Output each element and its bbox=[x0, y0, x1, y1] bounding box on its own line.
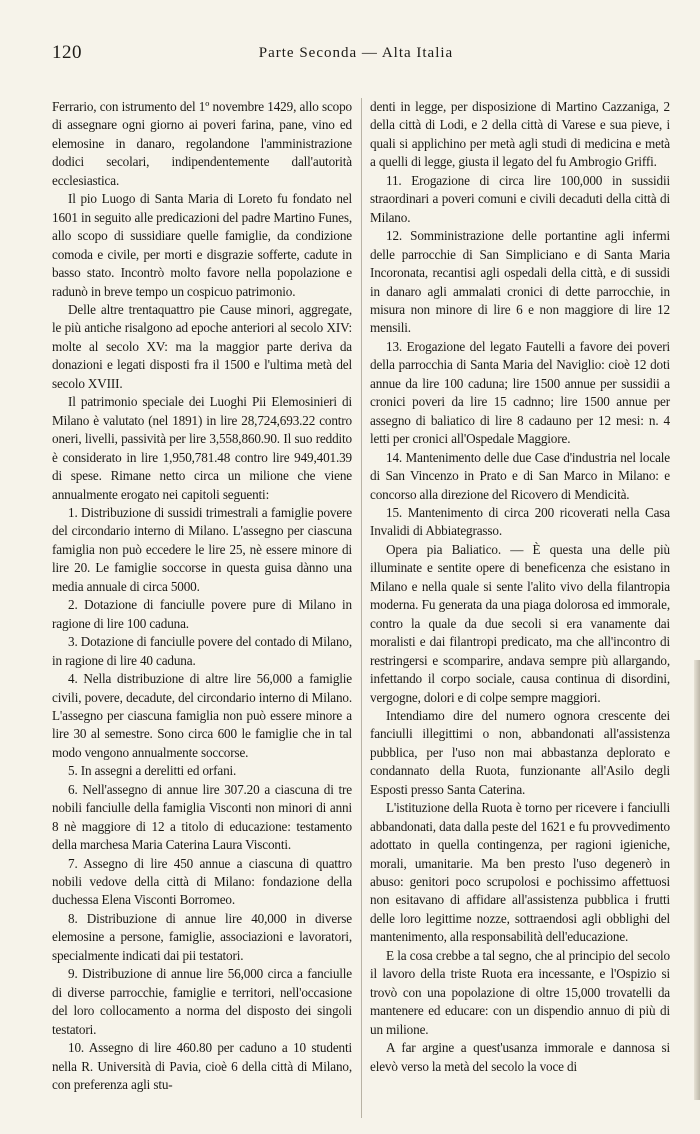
paragraph: 13. Erogazione del legato Fautelli a favore dei poveri della parrocchia di Santa Maria del Naviglio: cioè 12 doti annue da lire 100 caduna; lire 1500 annue per sussidii a cronici poveri da lire 15 cadnno; lire 1500 annue per assegno di baliatico di lire 8 cadauno per 12 mesi: n. 4 letti per cronici all'Ospedale Maggiore. bbox=[370, 338, 670, 447]
page-number: 120 bbox=[52, 42, 82, 63]
paragraph: 3. Dotazione di fanciulle povere del contado di Milano, in ragione di lire 40 caduna. bbox=[52, 634, 352, 668]
paragraph: Delle altre trentaquattro pie Cause minori, aggregate, le più antiche risalgono ad epoche anteriori al secolo XIV: molte al secolo XV: ma la maggior parte deriva da donazioni e legati disposti fra il 1500 e l'ultima metà del secolo XVIII. bbox=[52, 301, 352, 391]
column-divider bbox=[361, 98, 362, 1118]
paragraph: 15. Mantenimento di circa 200 ricoverati nella Casa Invalidi di Abbiategrasso. bbox=[370, 504, 670, 539]
paragraph: 10. Assegno di lire 460.80 per caduno a 10 studenti nella R. Università di Pavia, cioè 6 della città di Milano, con preferenza agli stu- bbox=[52, 1040, 352, 1093]
paragraph: Il patrimonio speciale dei Luoghi Pii Elemosinieri di Milano è valutato (nel 1891) in lire 28,724,693.22 contro oneri, livelli, passività per lire 3,558,860.90. Il suo reddito è considerato in lire 1,950,781.48 contro lire 949,401.39 di spese. Rimane netto circa un milione che viene annualmente erogato nei capitoli seguenti: bbox=[52, 394, 352, 502]
running-head: Parte Seconda — Alta Italia bbox=[258, 45, 454, 61]
paragraph: 4. Nella distribuzione di altre lire 56,000 a famiglie civili, povere, decadute, del circondario interno di Milano. L'assegno per ciascuna famiglia non può essere minore a lire 30 al semestre. Sono circa 600 le famiglie che in tal modo vengono annualmente soccorse. bbox=[52, 671, 352, 760]
paragraph: Opera pia Baliatico. — È questa una delle più illuminate e sentite opere di beneficenza che esistano in Milano e nella quale si sente l'alito vivo della filantropia moderna. Fu generata da una piaga dolorosa ed immorale, contro la quale da due secoli si era vanamente dai moralisti e dai filantropi predicato, ma che all'incontro di restringersi e scomparire, andava sempre più allargando, infettando il corpo sociale, causa continua di disordini, vergogne, dolori e di colpe sempre maggiori. bbox=[370, 541, 670, 705]
paragraph: 7. Assegno di lire 450 annue a ciascuna di quattro nobili vedove della città di Milano: fondazione della duchessa Elena Visconti Borromeo. bbox=[52, 855, 352, 908]
paragraph: L'istituzione della Ruota è torno per ricevere i fanciulli abbandonati, data dalla peste del 1621 e fu provvedimento adottato in quella contingenza, per ragioni igieniche, morali, umanitarie. Ma ben presto l'uso degenerò in abuso: genitori poco scrupolosi e pochissimo affettuosi non esitavano di affidare all'assistenza pubblica i frutti delle loro legittime nozze, sottraendosi agli obblighi del mantenimento, alla responsabilità dell'educazione. bbox=[370, 800, 670, 945]
paragraph: denti in legge, per disposizione di Martino Cazzaniga, 2 della città di Lodi, e 2 della città di Varese e sua pieve, i quali si applichino per metà agli studi di medicina e metà a quelli di legge, giusta il legato del fu Ambrogio Griffi. bbox=[370, 99, 670, 170]
paragraph: 8. Distribuzione di annue lire 40,000 in diverse elemosine a persone, famiglie, associazioni e lavoratori, specialmente indicati dai pii testatori. bbox=[52, 910, 352, 963]
paragraph: Ferrario, con istrumento del 1º novembre 1429, allo scopo di assegnare ogni giorno ai poveri farina, pane, vino ed elemosine in danaro, regolandone l'amministrazione dodici secolari, indipendentemente dall'autorità ecclesiastica. bbox=[52, 99, 352, 188]
page-edge-shadow bbox=[694, 660, 700, 1100]
paragraph: A far argine a quest'usanza immorale e dannosa si elevò verso la metà del secolo la voce di bbox=[370, 1040, 670, 1074]
paragraph: 1. Distribuzione di sussidi trimestrali a famiglie povere del circondario interno di Milano. L'assegno per ciascuna famiglia non può eccedere le lire 25, nè essere minore di lire 20. Le famiglie soccorse in questa guisa dànno una media annuale di circa 5000. bbox=[52, 504, 352, 594]
paragraph: Il pio Luogo di Santa Maria di Loreto fu fondato nel 1601 in seguito alle predicazioni del padre Martino Funes, allo scopo di sussidiare quelle famiglie, da condizione comoda e civile, per morti e disgrazie sofferte, cadute in basso stato. Incontrò molto favore nella popolazione e radunò in breve tempo un cospicuo patrimonio. bbox=[52, 191, 352, 299]
paragraph: 12. Somministrazione delle portantine agli infermi delle parrocchie di San Simpliciano e di Santa Maria Incoronata, recantisi agli ospedali della città, e di sussidi in danaro agli ammalati cronici di dette parrocchie, in misura non minore di lire 6 e non maggiore di lire 12 mensili. bbox=[370, 228, 670, 336]
paragraph: E la cosa crebbe a tal segno, che al principio del secolo il lavoro della triste Ruota era incessante, e l'Ospizio si trovò con una popolazione di oltre 15,000 trovatelli da mantenere ed educare: con un dispendio annuo di più di un milione. bbox=[370, 947, 670, 1037]
left-column bbox=[52, 98, 352, 1094]
paragraph: 14. Mantenimento delle due Case d'industria nel locale di San Vincenzo in Prato e di San Marco in Milano: e concorso alla direzione del Ricovero di Mendicità. bbox=[370, 449, 670, 502]
paragraph: 9. Distribuzione di annue lire 56,000 circa a fanciulle di diverse parrocchie, famiglie e territori, nell'occasione del loro collocamento a norma del disposto dei singoli testatori. bbox=[52, 966, 352, 1037]
paragraph: 5. In assegni a derelitti ed orfani. bbox=[68, 763, 237, 779]
paragraph: 2. Dotazione di fanciulle povere pure di Milano in ragione di lire 100 caduna. bbox=[52, 597, 352, 631]
text-columns bbox=[52, 98, 670, 1118]
paragraph: 11. Erogazione di circa lire 100,000 in sussidii straordinari a poveri comuni e civili decaduti della città di Milano. bbox=[370, 172, 670, 225]
right-column bbox=[370, 98, 670, 1076]
page-header bbox=[52, 42, 660, 66]
paragraph: 6. Nell'assegno di annue lire 307.20 a ciascuna di tre nobili fanciulle della famiglia Visconti non minori di anni 8 nè maggiore di 12 a titolo di educazione: testamento della marchesa Maria Caterina Laura Visconti. bbox=[52, 781, 352, 853]
paragraph: Intendiamo dire del numero ognora crescente dei fanciulli illegittimi o non, abbandonati all'assistenza pubblica, per l'uso non mai abbastanza deplorato e condannato della Ruota, funzionante all'Asilo degli Esposti presso Santa Caterina. bbox=[370, 707, 670, 797]
